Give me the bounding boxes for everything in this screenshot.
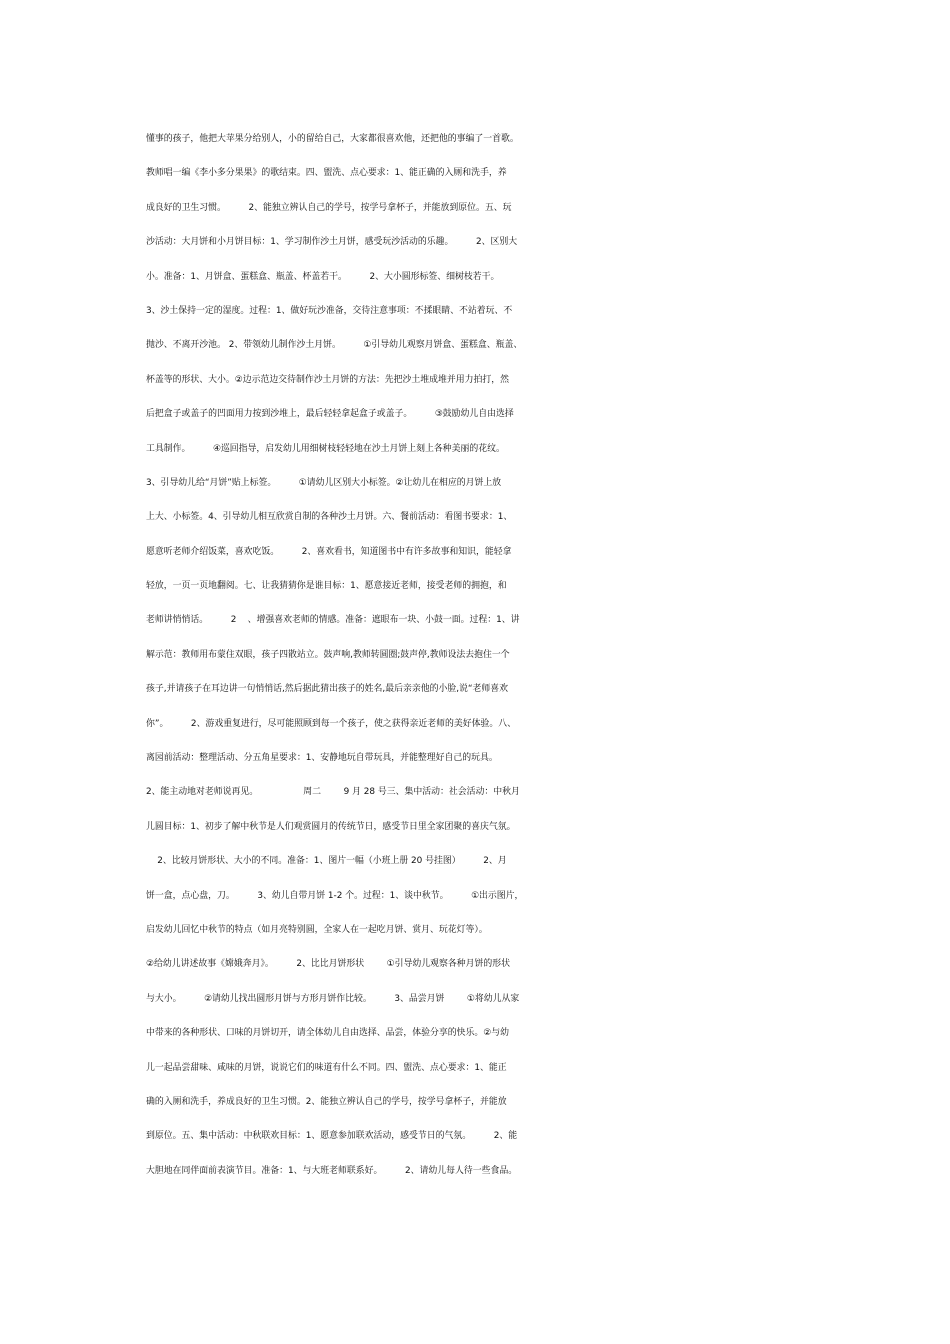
text-line: 孩子,并请孩子在耳边讲一句悄悄话,然后据此猜出孩子的姓名,最后亲亲他的小脸,说“老师喜欢 (146, 684, 509, 695)
text-line: 后把盒子或盖子的凹面用力按到沙堆上，最后轻轻拿起盒子或盖子。 ③鼓励幼儿自由选择 (146, 409, 514, 420)
text-line: 儿圆目标：1、初步了解中秋节是人们观赏圆月的传统节日，感受节日里全家团聚的喜庆气氛。 (146, 821, 516, 832)
text-line: 2、能主动地对老师说再见。 周二 9 月 28 号三、集中活动：社会活动：中秋月 (146, 787, 520, 798)
text-line: 上大、小标签。4、引导幼儿相互欣赏自制的各种沙土月饼。六、餐前活动：看图书要求：1、 (146, 512, 513, 523)
text-line: 小。准备：1、月饼盒、蛋糕盒、瓶盖、杯盖若干。 2、大小圆形标签、细树枝若干。 (146, 271, 500, 282)
document-body (146, 122, 816, 1188)
text-line: 愿意听老师介绍饭菜，喜欢吃饭。 2、喜欢看书，知道图书中有许多故事和知识，能轻拿 (146, 546, 512, 557)
text-line: 抛沙、不离开沙池。 2、带领幼儿制作沙土月饼。 ①引导幼儿观察月饼盒、蛋糕盒、瓶盖、 (146, 340, 523, 351)
text-line: 中带来的各种形状、口味的月饼切开，请全体幼儿自由选择、品尝，体验分享的快乐。②与幼 (146, 1028, 509, 1039)
text-line: 儿一起品尝甜味、咸味的月饼，说说它们的味道有什么不同。四、盥洗、点心要求：1、能正 (146, 1062, 507, 1073)
text-line: 与大小。 ②请幼儿找出圆形月饼与方形月饼作比较。 3、品尝月饼 ①将幼儿从家 (146, 993, 520, 1004)
text-line: 你”。 2、游戏重复进行，尽可能照顾到每一个孩子，使之获得亲近老师的美好体验。八、 (146, 718, 517, 729)
text-line: 懂事的孩子，他把大苹果分给别人，小的留给自己，大家都很喜欢他，还把他的事编了一首歌。 (146, 134, 519, 144)
text-line: 确的入厕和洗手，养成良好的卫生习惯。2、能独立辨认自己的学号，按学号拿杯子，并能放 (146, 1096, 507, 1107)
text-line: 离园前活动：整理活动、分五角星要求：1、安静地玩自带玩具，并能整理好自己的玩具。 (146, 753, 498, 764)
text-line: 3、沙土保持一定的湿度。过程：1、做好玩沙准备，交待注意事项：不揉眼睛、不站着玩、不 (146, 305, 513, 316)
text-line: 轻放，一页一页地翻阅。七、让我猜猜你是谁目标：1、愿意接近老师，接受老师的拥抱，和 (146, 581, 507, 592)
text-line: 大胆地在同伴面前表演节目。准备：1、与大班老师联系好。 2、请幼儿每人待一些食品。 (146, 1165, 518, 1176)
text-line: 杯盖等的形状、大小。②边示范边交待制作沙土月饼的方法：先把沙土堆成堆并用力拍打，然 (146, 374, 509, 385)
text-line: 沙活动：大月饼和小月饼目标：1、学习制作沙土月饼，感受玩沙活动的乐趣。 2、区别大 (146, 237, 518, 248)
text-line: 2、比较月饼形状、大小的不同。准备：1、图片一幅（小班上册 20 号挂图） 2、月 (146, 856, 507, 867)
text-line: 解示范：教师用布蒙住双眼，孩子四散站立。鼓声响,教师转圆圈;鼓声停,教师设法去抱住一个 (146, 649, 510, 660)
text-line: 教师唱一编《李小多分果果》的歌结束。四、盥洗、点心要求：1、能正确的入厕和洗手，养 (146, 168, 507, 179)
text-line: 3、引导幼儿给“月饼”贴上标签。 ①请幼儿区别大小标签。②让幼儿在相应的月饼上放 (146, 477, 502, 488)
text-line: ②给幼儿讲述故事《嫦娥奔月》。 2、比比月饼形状 ①引导幼儿观察各种月饼的形状 (146, 959, 510, 970)
text-line: 成良好的卫生习惯。 2、能独立辨认自己的学号，按学号拿杯子，并能放到原位。五、玩 (146, 202, 512, 213)
text-line: 到原位。五、集中活动：中秋联欢目标：1、愿意参加联欢活动，感受节日的气氛。 2、能 (146, 1131, 518, 1142)
text-line: 工具制作。 ④巡回指导，启发幼儿用细树枝轻轻地在沙土月饼上刻上各种美丽的花纹。 (146, 443, 505, 454)
text-line: 饼一盒，点心盘，刀。 3、幼儿自带月饼 1-2 个。过程：1、谈中秋节。 ①出示图片， (146, 890, 524, 901)
text-line: 老师讲悄悄话。 2 、增强喜欢老师的情感。准备：遮眼布一块、小鼓一面。过程：1、讲 (146, 615, 520, 626)
text-line: 启发幼儿回忆中秋节的特点（如月亮特别圆，全家人在一起吃月饼、赏月、玩花灯等）。 (146, 924, 488, 935)
